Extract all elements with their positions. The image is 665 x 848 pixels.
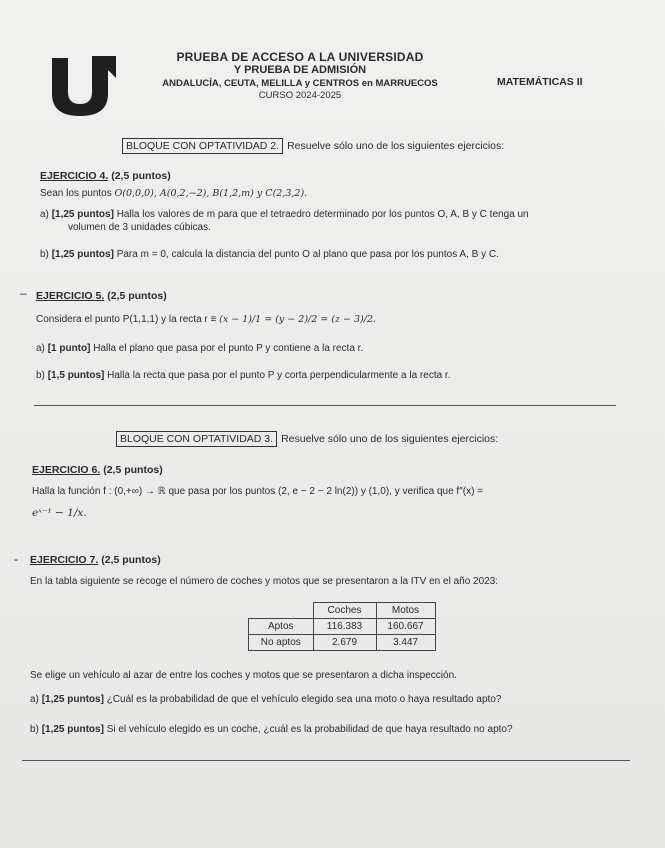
ex7-intro: En la tabla siguiente se recoge el número de coches y motos que se presentaron a la ITV en el año 2023: [30, 576, 499, 587]
course-line: CURSO 2024-2025 [258, 90, 342, 101]
ex4-a-points: [1,25 puntos] [51, 209, 114, 220]
table-header: Coches [313, 603, 376, 619]
section-divider [34, 405, 616, 406]
exam-header [150, 50, 450, 101]
bottom-divider [22, 760, 630, 761]
table-header-row [249, 603, 436, 619]
table-corner [249, 603, 314, 619]
ex4-points: (2,5 puntos) [111, 170, 171, 182]
region-line: ANDALUCÍA, CEUTA, MELILLA y CENTROS en MARRUECOS [162, 78, 438, 89]
ex4-title [40, 170, 171, 182]
ex6-text: Halla la función f : (0,+∞) → ℝ que pasa por los puntos (2, e − 2 − 2 ln(2)) y (1,0), y verifica que f″(x) = [32, 486, 484, 497]
ex5-intro [36, 314, 376, 325]
title-line1: PRUEBA DE ACCESO A LA UNIVERSIDAD [176, 50, 424, 64]
ex4-b-text: Para m = 0, calcula la distancia del punto O al plano que pasa por los puntos A, B y C. [116, 249, 499, 260]
ex5-a-points: [1 punto] [47, 343, 91, 354]
ex4-b-label: b) [40, 249, 49, 260]
ex6-title [32, 464, 163, 476]
ex4-intro-text: Sean los puntos [40, 188, 112, 199]
ex4-number: EJERCICIO 4. [40, 170, 109, 182]
row-label: No aptos [249, 635, 314, 651]
ex4-a-text2: volumen de 3 unidades cúbicas. [68, 222, 211, 233]
ex4-part-a [40, 209, 529, 220]
ex6-number: EJERCICIO 6. [32, 464, 101, 476]
margin-dash: – [20, 286, 27, 300]
ex7-choice: Se elige un vehículo al azar de entre los coches y motos que se presentaron a dicha inspección. [30, 670, 457, 681]
ex5-number: EJERCICIO 5. [36, 290, 105, 302]
ex5-b-text: Halla la recta que pasa por el punto P y corta perpendicularmente a la recta r. [107, 370, 451, 381]
ex5-line-equation: (x − 1)/1 = (y − 2)/2 = (z − 3)/2. [219, 314, 377, 325]
block3-heading [116, 433, 498, 445]
ex4-intro-math: O(0,0,0), A(0,2,−2), B(1,2,m) y C(2,3,2). [114, 188, 308, 199]
block2-label: BLOQUE CON OPTATIVIDAD 2. [122, 138, 283, 154]
ex5-part-a [36, 343, 363, 354]
ex7-points: (2,5 puntos) [101, 554, 161, 566]
block3-label: BLOQUE CON OPTATIVIDAD 3. [116, 431, 277, 447]
ex5-a-text: Halla el plano que pasa por el punto P y contiene a la recta r. [93, 343, 364, 354]
ex7-title [30, 554, 161, 566]
table-cell: 3.447 [376, 635, 435, 651]
ex7-part-a [30, 694, 501, 705]
ex5-b-label: b) [36, 370, 45, 381]
ex7-part-b [30, 724, 513, 735]
table-cell: 2.679 [313, 635, 376, 651]
margin-dash-2: - [14, 552, 18, 566]
ex5-points: (2,5 puntos) [107, 290, 167, 302]
ex7-b-label: b) [30, 724, 39, 735]
row-label: Aptos [249, 619, 314, 635]
ex7-b-text: Si el vehículo elegido es un coche, ¿cuál es la probabilidad de que haya resultado no apto? [106, 724, 513, 735]
block3-instruction: Resuelve sólo uno de los siguientes ejercicios: [281, 433, 499, 445]
ex7-b-points: [1,25 puntos] [41, 724, 104, 735]
ex4-a-text: Halla los valores de m para que el tetraedro determinado por los puntos O, A, B y C tenga un [116, 209, 529, 220]
ex5-intro-text: Considera el punto P(1,1,1) y la recta r ≡ [36, 314, 217, 325]
ex7-a-text: ¿Cuál es la probabilidad de que el vehículo elegido sea una moto o haya resultado apto? [106, 694, 502, 705]
ex4-intro [40, 188, 307, 199]
itv-table [248, 602, 436, 651]
ex5-b-points: [1,5 puntos] [47, 370, 105, 381]
ex6-text2: eˣ⁻¹ − 1/x. [32, 507, 87, 519]
ex4-a-label: a) [40, 209, 49, 220]
ex5-a-label: a) [36, 343, 45, 354]
ex7-a-points: [1,25 puntos] [41, 694, 104, 705]
ex7-a-label: a) [30, 694, 39, 705]
block2-instruction: Resuelve sólo uno de los siguientes ejercicios: [287, 140, 505, 152]
table-row [249, 635, 436, 651]
table-header: Motos [376, 603, 435, 619]
subject-label: MATEMÁTICAS II [497, 76, 583, 88]
ex6-points: (2,5 puntos) [103, 464, 163, 476]
ex7-number: EJERCICIO 7. [30, 554, 99, 566]
title-line2: Y PRUEBA DE ADMISIÓN [233, 64, 367, 76]
university-logo [46, 52, 118, 118]
block2-heading [122, 140, 504, 152]
table-cell: 160.667 [376, 619, 435, 635]
ex5-title [36, 290, 167, 302]
table-cell: 116.383 [313, 619, 376, 635]
ex4-b-points: [1,25 puntos] [51, 249, 114, 260]
ex4-part-b [40, 249, 499, 260]
ex5-part-b [36, 370, 451, 381]
table-row [249, 619, 436, 635]
